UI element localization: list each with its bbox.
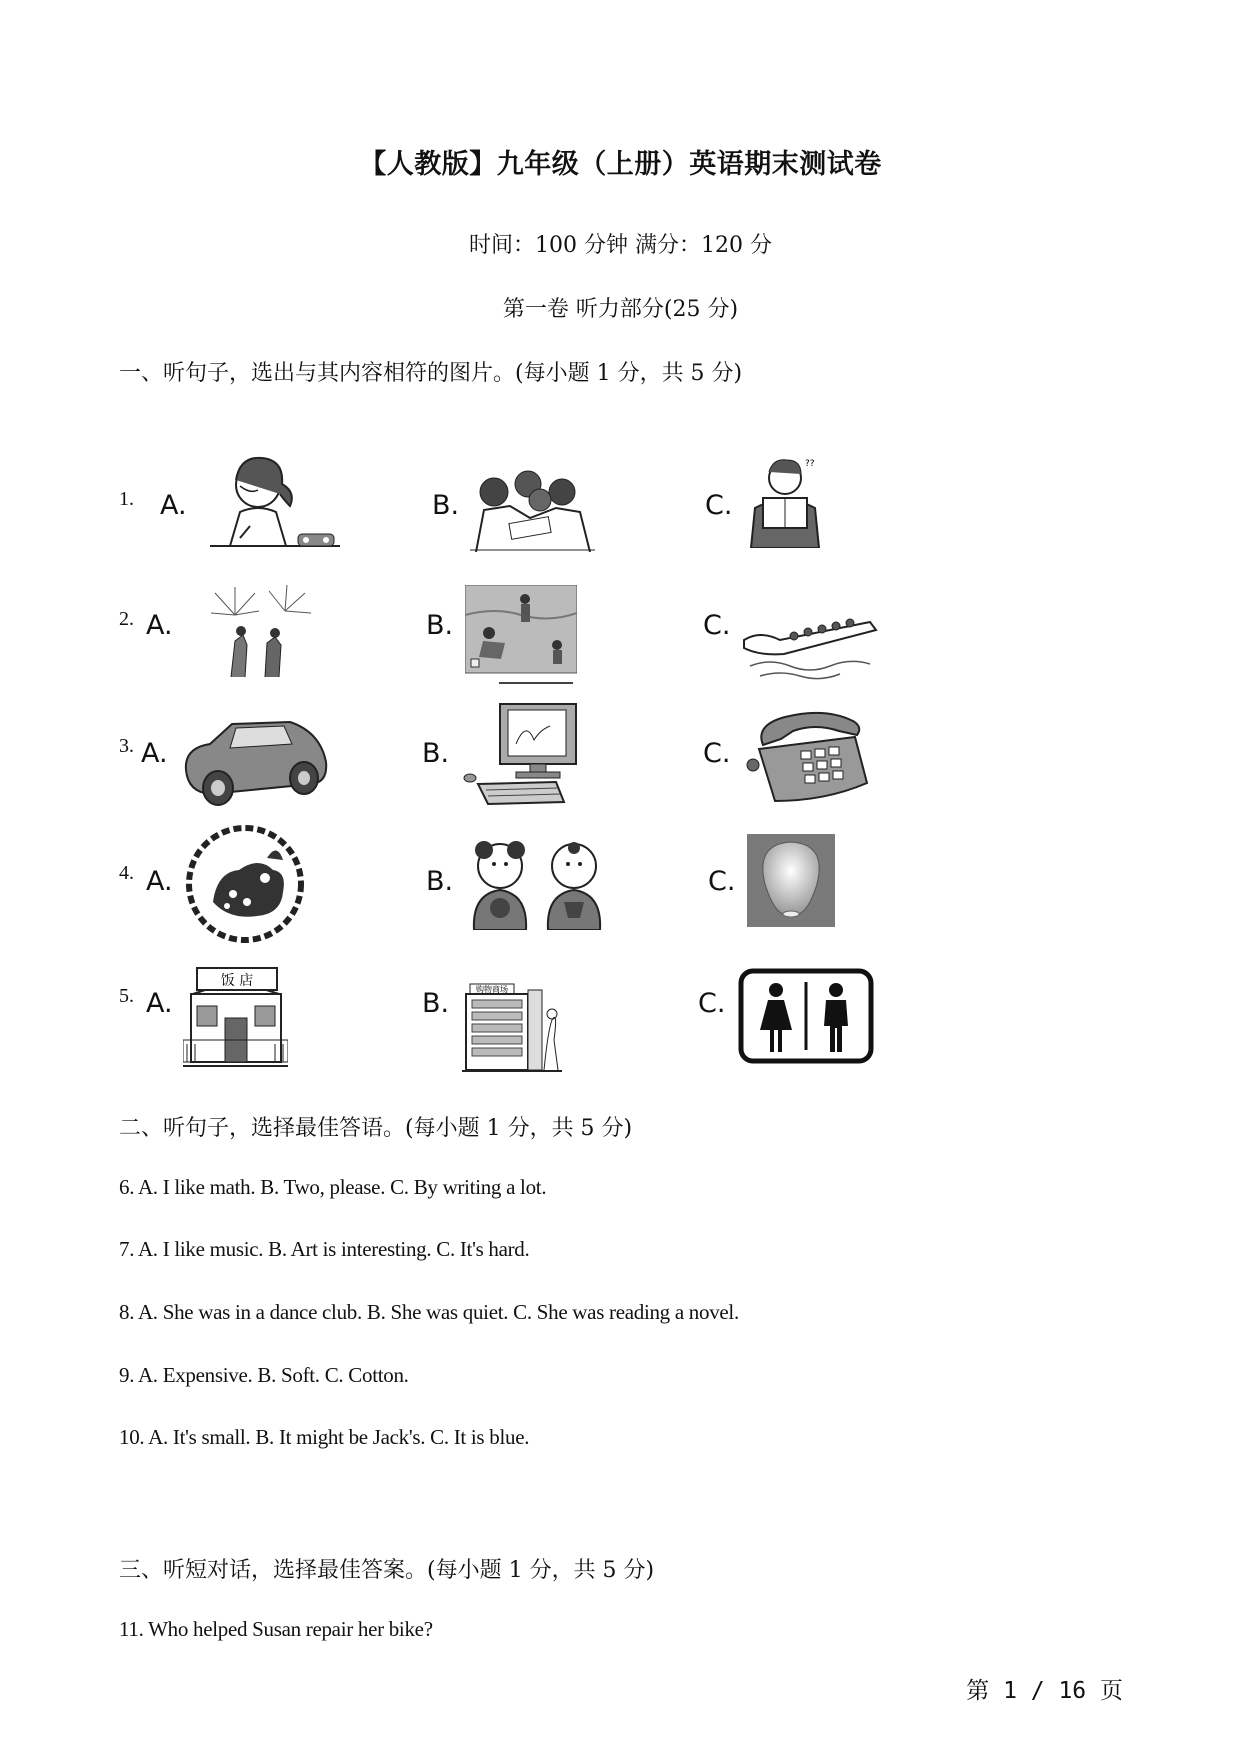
section-3-heading: 三、听短对话，选择最佳答案。(每小题 1 分，共 5 分) xyxy=(119,1558,655,1583)
option-b-label: B. xyxy=(422,988,450,1019)
shopping-mall-building-picture xyxy=(462,980,562,1076)
option-a-label: A. xyxy=(146,988,173,1019)
option-c-label: C. xyxy=(703,610,731,641)
girl-listening-writing-picture xyxy=(210,450,340,554)
restaurant-sign-text: 饭 店 xyxy=(220,973,254,989)
part-heading: 第一卷 听力部分(25 分) xyxy=(502,297,739,322)
section-2-heading: 二、听句子，选择最佳答语。(每小题 1 分，共 5 分) xyxy=(119,1116,633,1141)
option-c-label: C. xyxy=(705,490,733,521)
question-line: 6. A. I like math. B. Two, please. C. By writing a lot. xyxy=(119,1175,547,1199)
chinese-dolls-picture xyxy=(462,838,612,934)
question-line: 7. A. I like music. B. Art is interesting. C. It's hard. xyxy=(119,1237,530,1261)
page-number: 第 1 / 16 页 xyxy=(966,1678,1123,1704)
option-b-label: B. xyxy=(426,866,454,897)
question-number: 5. xyxy=(119,985,134,1007)
restaurant-building-picture xyxy=(183,962,288,1076)
page-title: 【人教版】九年级（上册）英语期末测试卷 xyxy=(359,149,882,180)
students-studying-group-picture xyxy=(470,470,595,556)
question-line: 8. A. She was in a dance club. B. She was quiet. C. She was reading a novel. xyxy=(119,1300,739,1324)
dragon-boat-race-picture xyxy=(740,600,880,684)
car-picture xyxy=(180,712,330,812)
question-number: 3. xyxy=(119,735,134,757)
option-a-label: A. xyxy=(146,610,173,641)
svg-text:??: ?? xyxy=(805,459,815,469)
fireworks-celebration-picture xyxy=(205,585,315,684)
telephone-picture xyxy=(745,705,875,809)
boy-reading-book-picture xyxy=(745,452,825,552)
mall-sign-text: 购物商场 xyxy=(476,985,508,994)
option-b-label: B. xyxy=(432,490,460,521)
question-number: 4. xyxy=(119,862,134,884)
option-a-label: A. xyxy=(141,738,168,769)
paper-cutting-dog-picture xyxy=(183,822,308,951)
question-line: 9. A. Expensive. B. Soft. C. Cotton. xyxy=(119,1363,409,1387)
option-c-label: C. xyxy=(698,988,726,1019)
question-line: 11. Who helped Susan repair her bike? xyxy=(119,1617,433,1641)
computer-picture xyxy=(460,700,580,814)
option-a-label: A. xyxy=(146,866,173,897)
question-number: 1. xyxy=(119,488,134,510)
option-b-label: B. xyxy=(426,610,454,641)
option-c-label: C. xyxy=(708,866,736,897)
exam-time-info: 时间：100 分钟 满分：120 分 xyxy=(469,233,772,258)
option-c-label: C. xyxy=(703,738,731,769)
restroom-sign-picture xyxy=(738,968,874,1068)
option-b-label: B. xyxy=(422,738,450,769)
question-line: 10. A. It's small. B. It might be Jack's. C. It is blue. xyxy=(119,1425,530,1449)
sky-lantern-picture xyxy=(747,834,835,931)
section-1-heading: 一、听句子，选出与其内容相符的图片。(每小题 1 分，共 5 分) xyxy=(119,361,743,386)
question-number: 2. xyxy=(119,608,134,630)
option-a-label: A. xyxy=(160,490,187,521)
kids-on-beach-picture xyxy=(465,585,577,689)
